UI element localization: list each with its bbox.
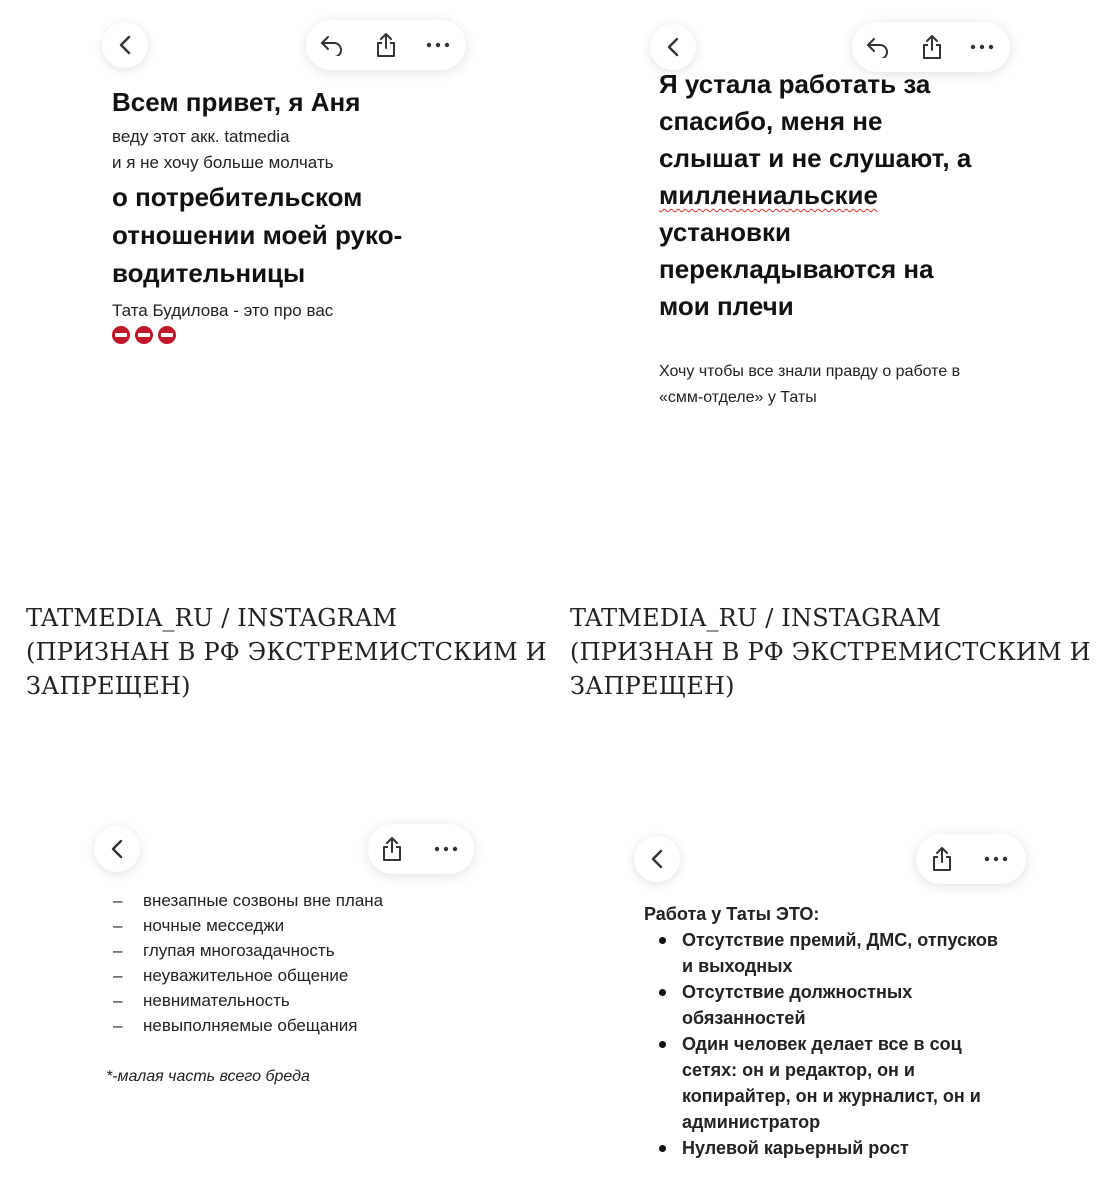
big-line-misspelled: миллениальские	[659, 180, 878, 210]
back-icon	[650, 849, 664, 869]
list-item: – глупая многозадачность	[113, 938, 533, 963]
actions-pill	[368, 824, 474, 874]
list-item-line: Отсутствие премий, ДМС, отпусков	[682, 930, 998, 950]
share-icon	[374, 32, 398, 58]
list-item-line: Один человек делает все в соц	[682, 1034, 962, 1054]
share-icon	[930, 846, 954, 872]
no-entry-emojis	[112, 326, 532, 344]
more-icon	[434, 846, 458, 852]
share-button[interactable]	[370, 824, 414, 874]
caption-right	[570, 601, 1110, 703]
list-item-line: Отсутствие должностных	[682, 982, 913, 1002]
list-item	[644, 1031, 1064, 1135]
share-button[interactable]	[920, 834, 964, 884]
actions-pill	[306, 20, 466, 70]
no-entry-icon	[135, 326, 153, 344]
reply-icon	[865, 36, 891, 58]
caption-line: (ПРИЗНАН В РФ ЭКСТРЕМИСТСКИМ И	[570, 638, 1091, 666]
big-line: отношении моей руко-	[112, 220, 403, 250]
big-line: перекладываются на	[659, 254, 934, 284]
note-body	[659, 66, 1099, 411]
no-entry-icon	[112, 326, 130, 344]
list-item-line: сетях: он и редактор, он и	[682, 1060, 915, 1080]
reply-button[interactable]	[856, 22, 900, 72]
more-button[interactable]	[424, 824, 468, 874]
reply-button[interactable]	[310, 20, 354, 70]
note-panel-2	[560, 0, 1114, 590]
toolbar	[88, 20, 488, 82]
list-item-line: копирайтер, он и журналист, он и	[682, 1086, 981, 1106]
silence-line: и я не хочу больше молчать	[112, 153, 334, 172]
note-panel-1	[0, 0, 545, 590]
back-button[interactable]	[650, 24, 696, 70]
account-line: веду этот акк. tatmedia	[112, 127, 290, 146]
more-icon	[984, 856, 1008, 862]
back-icon	[110, 839, 124, 859]
list-item: – ночные месседжи	[113, 913, 533, 938]
list-item	[644, 979, 1064, 1031]
big-line: водительницы	[112, 258, 306, 288]
list-item-line: Нулевой карьерный рост	[682, 1138, 909, 1158]
more-button[interactable]	[974, 834, 1018, 884]
big-line: установки	[659, 217, 792, 247]
note-panel-4	[560, 760, 1114, 1200]
caption-line: (ПРИЗНАН В РФ ЭКСТРЕМИСТСКИМ И	[26, 638, 547, 666]
big-line: слышат и не слушают, а	[659, 143, 972, 173]
back-button[interactable]	[634, 836, 680, 882]
big-line: о потребительском	[112, 182, 363, 212]
big-line: мои плечи	[659, 291, 794, 321]
list-item: – невнимательность	[113, 988, 533, 1013]
caption-line: ЗАПРЕЩЕН)	[26, 672, 191, 700]
greeting-heading: Всем привет, я Аня	[112, 87, 361, 117]
caption-left	[26, 601, 556, 703]
list-item: – внезапные созвоны вне плана	[113, 888, 533, 913]
note-panel-3	[0, 760, 545, 1200]
more-button[interactable]	[416, 20, 460, 70]
list-item-line: и выходных	[682, 956, 793, 976]
share-icon	[920, 34, 944, 60]
back-button[interactable]	[94, 826, 140, 872]
reply-icon	[319, 34, 345, 56]
caption-line: ЗАПРЕЩЕН)	[570, 672, 735, 700]
share-icon	[380, 836, 404, 862]
share-button[interactable]	[910, 22, 954, 72]
work-facts-list	[644, 927, 1064, 1161]
note-line: Хочу чтобы все знали правду о работе в	[659, 363, 961, 380]
back-button[interactable]	[102, 22, 148, 68]
list-item-line: администратор	[682, 1112, 821, 1132]
back-icon	[118, 35, 132, 55]
no-entry-icon	[158, 326, 176, 344]
share-button[interactable]	[364, 20, 408, 70]
toolbar	[632, 834, 1052, 896]
list-item: – неуважительное общение	[113, 963, 533, 988]
caption-line: TATMEDIA_RU / INSTAGRAM	[570, 604, 942, 632]
more-icon	[426, 42, 450, 48]
list-title: Работа у Таты ЭТО:	[644, 904, 820, 924]
note-body	[112, 84, 532, 344]
footnote: *-малая часть всего бреда	[106, 1068, 310, 1085]
toolbar	[80, 824, 490, 886]
more-button[interactable]	[960, 22, 1004, 72]
actions-pill	[852, 22, 1010, 72]
note-line: «смм-отделе» у Таты	[659, 389, 817, 406]
actions-pill	[916, 834, 1026, 884]
grievance-list	[113, 888, 533, 1038]
addressee-line: Тата Будилова - это про вас	[112, 301, 334, 320]
more-icon	[970, 44, 994, 50]
list-item-line: обязанностей	[682, 1008, 806, 1028]
list-item: – невыполняемые обещания	[113, 1013, 533, 1038]
back-icon	[666, 37, 680, 57]
list-item	[644, 927, 1064, 979]
caption-line: TATMEDIA_RU / INSTAGRAM	[26, 604, 398, 632]
big-line: Я устала работать за	[659, 69, 931, 99]
list-item	[644, 1135, 1064, 1161]
big-line: спасибо, меня не	[659, 106, 883, 136]
